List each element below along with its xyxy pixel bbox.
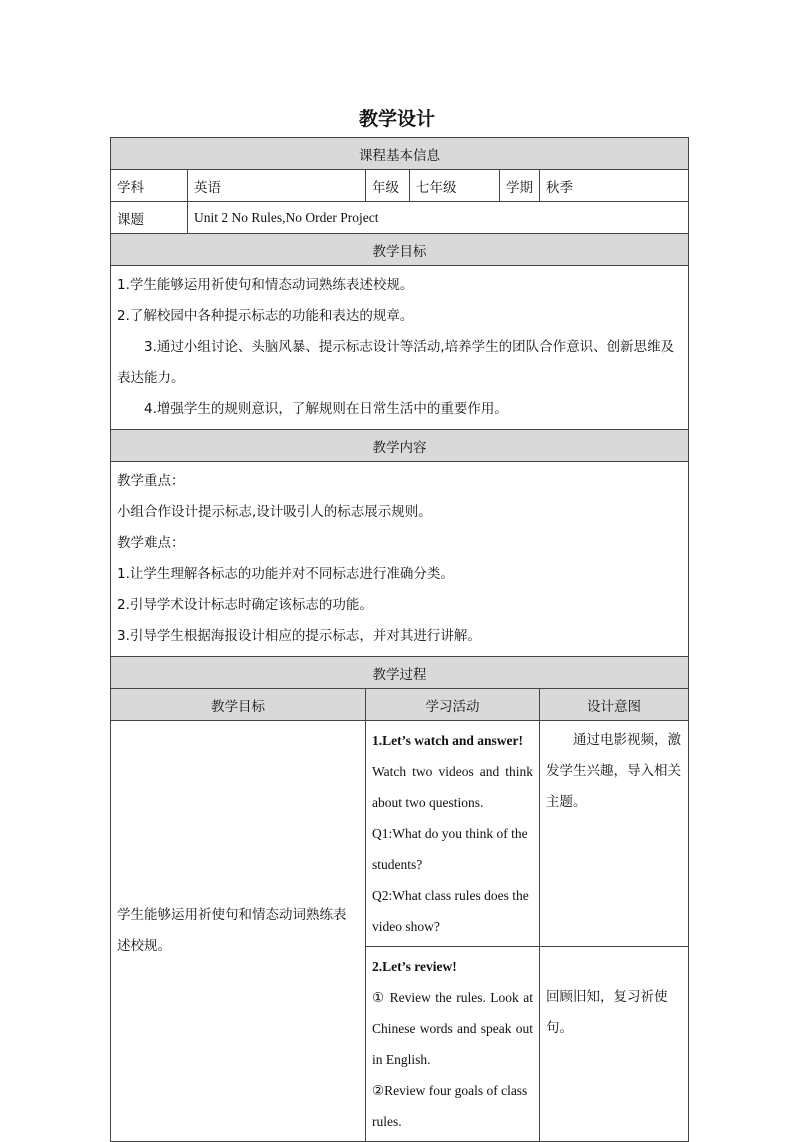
- process-col-activity: 学习活动: [366, 689, 540, 721]
- difficult-point-item: 1.让学生理解各标志的功能并对不同标志进行准确分类。: [117, 566, 454, 582]
- objective-item: 3.通过小组讨论、头脑风暴、提示标志设计等活动,培养学生的团队合作意识、创新思维及表达能力。: [117, 339, 675, 386]
- term-label: 学期: [500, 170, 540, 202]
- difficult-points-label: 教学难点：: [117, 535, 185, 551]
- topic-label: 课题: [111, 202, 188, 234]
- process-col-goal: 教学目标: [111, 689, 366, 721]
- intent-2-text: 回顾旧知，复习祈使句。: [546, 989, 668, 1036]
- content-header: 教学内容: [111, 430, 689, 462]
- activity-1-line: Watch two videos and think about two questions.: [372, 764, 533, 810]
- intent-1-cell: [540, 721, 689, 947]
- activity-2-cell: [366, 947, 540, 1142]
- process-goal-cell: [111, 721, 366, 1142]
- activity-2-line1: ① Review the rules. Look at Chinese words and speak out in English.: [372, 990, 533, 1067]
- difficult-point-item: 3.引导学生根据海报设计相应的提示标志，并对其进行讲解。: [117, 628, 481, 644]
- objectives-body: [111, 266, 689, 430]
- objective-item: 2.了解校园中各种提示标志的功能和表达的规章。: [117, 308, 414, 324]
- objectives-header: 教学目标: [111, 234, 689, 266]
- process-goal-text: 学生能够运用祈使句和情态动词熟练表述校规。: [117, 907, 347, 954]
- subject-value: 英语: [188, 170, 366, 202]
- activity-2-title: 2.Let’s review!: [372, 959, 457, 974]
- grade-value: 七年级: [410, 170, 500, 202]
- page-title: 教学设计: [358, 108, 435, 130]
- intent-1-text: 通过电影视频，激发学生兴趣，导入相关主题。: [546, 732, 681, 810]
- difficult-point-item: 2.引导学术设计标志时确定该标志的功能。: [117, 597, 373, 613]
- activity-2-line2: ②Review four goals of class rules.: [372, 1083, 528, 1129]
- basic-info-header: 课程基本信息: [111, 138, 689, 170]
- activity-1-q1: Q1:What do you think of the students?: [372, 826, 528, 872]
- grade-label: 年级: [366, 170, 410, 202]
- objective-item: 1.学生能够运用祈使句和情态动词熟练表述校规。: [117, 277, 414, 293]
- activity-1-title: 1.Let’s watch and answer!: [372, 733, 523, 748]
- activity-1-cell: [366, 721, 540, 947]
- content-body: [111, 462, 689, 657]
- activity-1-q2: Q2:What class rules does the video show?: [372, 888, 529, 934]
- key-points-label: 教学重点：: [117, 473, 185, 489]
- lesson-plan-table: [110, 137, 689, 1142]
- subject-label: 学科: [111, 170, 188, 202]
- process-header: 教学过程: [111, 657, 689, 689]
- key-points-text: 小组合作设计提示标志,设计吸引人的标志展示规则。: [117, 504, 432, 520]
- intent-2-cell: [540, 947, 689, 1142]
- process-col-intent: 设计意图: [540, 689, 689, 721]
- topic-value: Unit 2 No Rules,No Order Project: [188, 202, 689, 234]
- term-value: 秋季: [540, 170, 689, 202]
- objective-item: 4.增强学生的规则意识，了解规则在日常生活中的重要作用。: [144, 401, 508, 417]
